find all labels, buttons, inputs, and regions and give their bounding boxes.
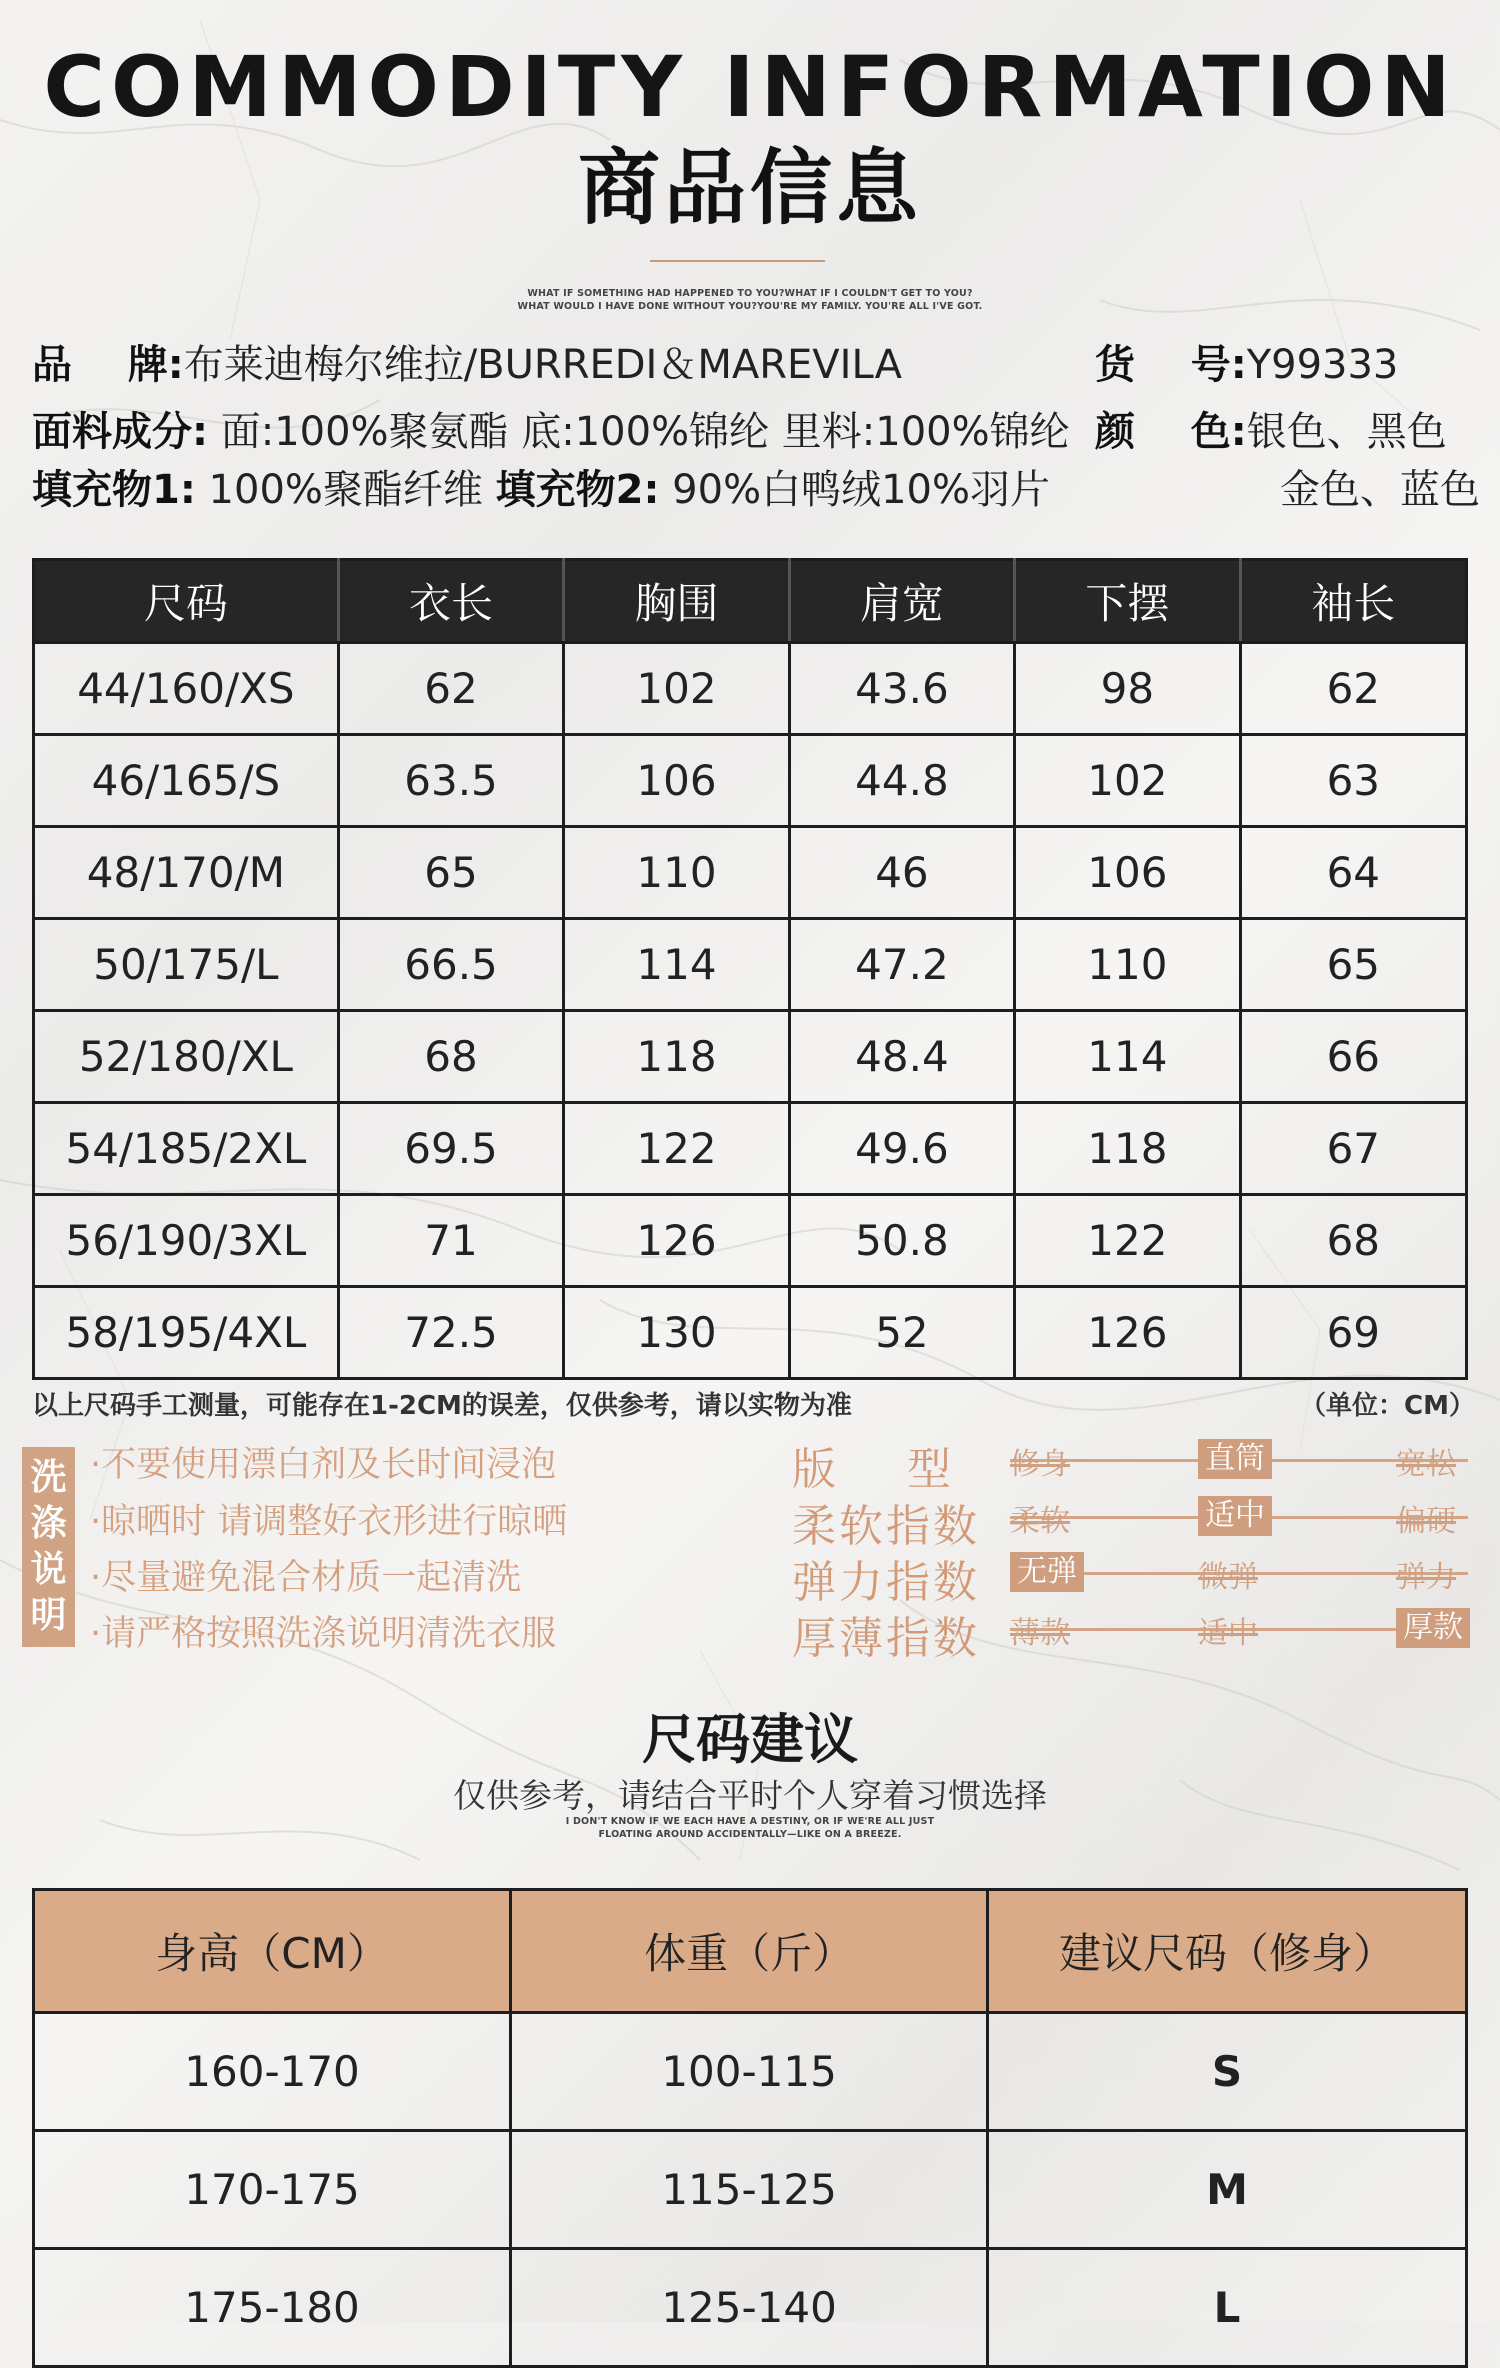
table-row bbox=[34, 643, 1467, 735]
washing-item: ·尽量避免混合材质一起清洗 bbox=[90, 1558, 522, 1598]
table-cell: 48.4 bbox=[789, 1011, 1014, 1103]
table-cell: 114 bbox=[564, 919, 789, 1011]
index-option: 修身 bbox=[1010, 1447, 1070, 1482]
item-no-value: Y99333 bbox=[1246, 342, 1399, 388]
table-cell: 126 bbox=[1015, 1287, 1240, 1379]
page-title-cn: 商品信息 bbox=[577, 141, 922, 236]
table-cell: 100-115 bbox=[511, 2013, 988, 2131]
filling1-value: 100%聚酯纤维 bbox=[195, 467, 496, 513]
table-cell: 175-180 bbox=[34, 2249, 511, 2367]
header-suggested-size: 建议尺码（修身） bbox=[988, 1890, 1467, 2013]
index-label: 版 型 bbox=[792, 1444, 954, 1495]
table-row bbox=[34, 2249, 1467, 2367]
fabric-label: 面料成分: bbox=[32, 409, 208, 455]
brand-label: 品 牌: bbox=[32, 342, 184, 388]
table-row bbox=[34, 2013, 1467, 2131]
color-value-2: 金色、蓝色 bbox=[1280, 467, 1480, 513]
index-option-selected: 厚款 bbox=[1396, 1608, 1470, 1648]
tagline-line-1: WHAT IF SOMETHING HAD HAPPENED TO YOU?WHAT IF I COULDN'T GET TO YOU? bbox=[527, 288, 973, 299]
index-option: 宽松 bbox=[1396, 1447, 1456, 1482]
table-cell: 102 bbox=[564, 643, 789, 735]
table-cell: 118 bbox=[564, 1011, 789, 1103]
header-sleeve: 袖长 bbox=[1240, 560, 1466, 643]
table-cell: 72.5 bbox=[338, 1287, 563, 1379]
table-cell: 52/180/XL bbox=[34, 1011, 339, 1103]
table-cell: 66 bbox=[1240, 1011, 1466, 1103]
page-title-en: COMMODITY INFORMATION bbox=[43, 38, 1457, 136]
recommend-title: 尺码建议 bbox=[642, 1708, 858, 1771]
table-cell: 122 bbox=[564, 1103, 789, 1195]
table-cell: 50.8 bbox=[789, 1195, 1014, 1287]
recommend-tagline-2: FLOATING AROUND ACCIDENTALLY—LIKE ON A BREEZE. bbox=[598, 1829, 902, 1840]
header-weight: 体重（斤） bbox=[511, 1890, 988, 2013]
washing-tag-char: 涤 bbox=[30, 1503, 67, 1544]
table-row bbox=[34, 735, 1467, 827]
table-cell: 50/175/L bbox=[34, 919, 339, 1011]
washing-item: ·请严格按照洗涤说明清洗衣服 bbox=[90, 1614, 557, 1654]
table-cell: 58/195/4XL bbox=[34, 1287, 339, 1379]
table-cell: 71 bbox=[338, 1195, 563, 1287]
color-value-1: 银色、黑色 bbox=[1246, 409, 1447, 455]
recommend-table-header bbox=[34, 1890, 1467, 2013]
index-option: 柔软 bbox=[1010, 1504, 1070, 1539]
table-cell: 62 bbox=[1240, 643, 1466, 735]
title-divider bbox=[650, 260, 825, 262]
table-cell: 65 bbox=[338, 827, 563, 919]
fabric-row bbox=[32, 409, 1070, 455]
table-cell: 44.8 bbox=[789, 735, 1014, 827]
washing-item: ·不要使用漂白剂及长时间浸泡 bbox=[90, 1445, 557, 1485]
index-option-selected: 适中 bbox=[1198, 1496, 1272, 1536]
index-option: 弹力 bbox=[1396, 1560, 1456, 1595]
table-cell: 69 bbox=[1240, 1287, 1466, 1379]
index-option: 薄款 bbox=[1010, 1616, 1070, 1651]
table-cell: 43.6 bbox=[789, 643, 1014, 735]
table-cell: 44/160/XS bbox=[34, 643, 339, 735]
washing-tag bbox=[22, 1447, 75, 1647]
index-option: 微弹 bbox=[1198, 1560, 1258, 1595]
table-row bbox=[34, 1011, 1467, 1103]
table-cell: 46 bbox=[789, 827, 1014, 919]
table-cell: 118 bbox=[1015, 1103, 1240, 1195]
index-option-selected: 直筒 bbox=[1198, 1439, 1272, 1479]
table-cell: 106 bbox=[1015, 827, 1240, 919]
table-row bbox=[34, 1287, 1467, 1379]
table-cell: 56/190/3XL bbox=[34, 1195, 339, 1287]
table-cell: 69.5 bbox=[338, 1103, 563, 1195]
table-cell: 52 bbox=[789, 1287, 1014, 1379]
filling2-label: 填充物2: bbox=[495, 467, 660, 513]
table-cell: 63.5 bbox=[338, 735, 563, 827]
index-label: 柔软指数 bbox=[792, 1501, 980, 1552]
table-cell: 49.6 bbox=[789, 1103, 1014, 1195]
table-row bbox=[34, 919, 1467, 1011]
header-size: 尺码 bbox=[34, 560, 339, 643]
table-cell: 122 bbox=[1015, 1195, 1240, 1287]
table-cell: 98 bbox=[1015, 643, 1240, 735]
table-cell: 125-140 bbox=[511, 2249, 988, 2367]
table-cell: 64 bbox=[1240, 827, 1466, 919]
table-cell: 67 bbox=[1240, 1103, 1466, 1195]
recommend-tagline-1: I DON'T KNOW IF WE EACH HAVE A DESTINY, OR IF WE'RE ALL JUST bbox=[565, 1816, 935, 1827]
filling1-label: 填充物1: bbox=[32, 467, 196, 513]
table-row bbox=[34, 827, 1467, 919]
size-table bbox=[32, 558, 1468, 1380]
brand-value: 布莱迪梅尔维拉/BURREDI＆MAREVILA bbox=[183, 342, 903, 388]
unit-note: （单位：CM） bbox=[1300, 1391, 1475, 1421]
filling-row bbox=[32, 467, 1050, 513]
table-cell: 160-170 bbox=[34, 2013, 511, 2131]
table-cell: S bbox=[988, 2013, 1467, 2131]
index-option: 偏硬 bbox=[1396, 1504, 1456, 1539]
table-row bbox=[34, 1103, 1467, 1195]
header-chest: 胸围 bbox=[564, 560, 789, 643]
index-option-selected: 无弹 bbox=[1010, 1552, 1084, 1592]
table-cell: 54/185/2XL bbox=[34, 1103, 339, 1195]
size-table-header bbox=[34, 560, 1467, 643]
table-cell: 115-125 bbox=[511, 2131, 988, 2249]
table-cell: 106 bbox=[564, 735, 789, 827]
table-cell: 62 bbox=[338, 643, 563, 735]
header-length: 衣长 bbox=[338, 560, 563, 643]
table-cell: 102 bbox=[1015, 735, 1240, 827]
index-option: 适中 bbox=[1198, 1616, 1258, 1651]
washing-tag-char: 洗 bbox=[30, 1457, 67, 1498]
tagline-line-2: WHAT WOULD I HAVE DONE WITHOUT YOU?YOU'RE MY FAMILY. YOU'RE ALL I'VE GOT. bbox=[517, 301, 983, 312]
table-cell: 63 bbox=[1240, 735, 1466, 827]
table-cell: 65 bbox=[1240, 919, 1466, 1011]
recommend-subtitle: 仅供参考，请结合平时个人穿着习惯选择 bbox=[453, 1776, 1047, 1815]
item-no-label: 货 号: bbox=[1095, 342, 1247, 388]
filling2-value: 90%白鸭绒10%羽片 bbox=[659, 467, 1050, 513]
table-cell: 126 bbox=[564, 1195, 789, 1287]
index-label: 弹力指数 bbox=[792, 1557, 980, 1608]
color-label: 颜 色: bbox=[1095, 409, 1247, 455]
table-cell: 110 bbox=[1015, 919, 1240, 1011]
fabric-value: 面:100%聚氨酯 底:100%锦纶 里料:100%锦纶 bbox=[208, 409, 1070, 455]
item-no-row bbox=[1095, 342, 1399, 388]
table-cell: 114 bbox=[1015, 1011, 1240, 1103]
brand-row bbox=[32, 342, 903, 388]
recommend-table bbox=[32, 1888, 1468, 2368]
table-row bbox=[34, 2131, 1467, 2249]
table-cell: 48/170/M bbox=[34, 827, 339, 919]
table-cell: L bbox=[988, 2249, 1467, 2367]
washing-tag-char: 明 bbox=[30, 1595, 67, 1636]
table-cell: 47.2 bbox=[789, 919, 1014, 1011]
measurement-note: 以上尺码手工测量，可能存在1-2CM的误差，仅供参考，请以实物为准 bbox=[32, 1391, 852, 1421]
washing-tag-char: 说 bbox=[30, 1549, 67, 1590]
table-cell: 110 bbox=[564, 827, 789, 919]
header-height: 身高（CM） bbox=[34, 1890, 511, 2013]
table-cell: 68 bbox=[338, 1011, 563, 1103]
header-hem: 下摆 bbox=[1015, 560, 1240, 643]
table-cell: 46/165/S bbox=[34, 735, 339, 827]
index-label: 厚薄指数 bbox=[792, 1613, 980, 1664]
header-shoulder: 肩宽 bbox=[789, 560, 1014, 643]
table-cell: M bbox=[988, 2131, 1467, 2249]
table-row bbox=[34, 1195, 1467, 1287]
table-cell: 66.5 bbox=[338, 919, 563, 1011]
table-cell: 130 bbox=[564, 1287, 789, 1379]
color-row bbox=[1095, 409, 1447, 455]
table-cell: 170-175 bbox=[34, 2131, 511, 2249]
table-cell: 68 bbox=[1240, 1195, 1466, 1287]
washing-item: ·晾晒时 请调整好衣形进行晾晒 bbox=[90, 1502, 568, 1542]
